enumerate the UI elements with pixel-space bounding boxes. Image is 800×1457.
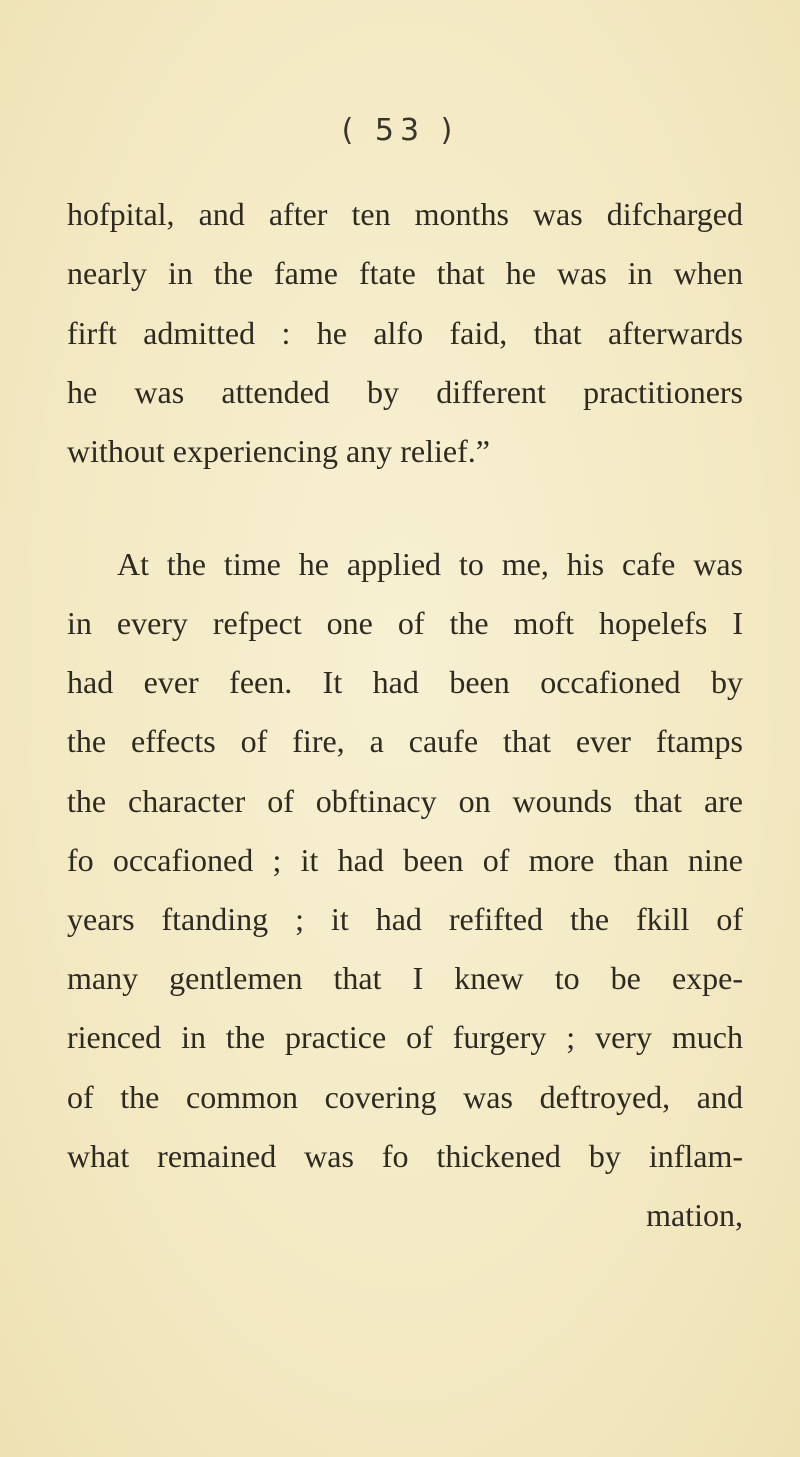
text-line: had ever feen. It had been occafioned by [67, 664, 743, 700]
catchword: mation, [646, 1197, 743, 1233]
text-line: what remained was fo thickened by inflam- [67, 1138, 743, 1174]
text-line: the character of obftinacy on wounds that are [67, 783, 743, 819]
text-line: At the time he applied to me, his cafe was [117, 546, 743, 582]
text-line: years ftanding ; it had refifted the fkill of [67, 901, 743, 937]
text-line: rienced in the practice of furgery ; very much [67, 1019, 743, 1055]
text-line: hofpital, and after ten months was difcharged [67, 196, 743, 232]
text-line: in every refpect one of the moft hopelefs I [67, 605, 743, 641]
page-number-header: ( 53 ) [341, 113, 459, 148]
text-line: many gentlemen that I knew to be expe- [67, 960, 743, 996]
text-line: nearly in the fame ftate that he was in when [67, 255, 743, 291]
text-line: of the common covering was deftroyed, and [67, 1079, 743, 1115]
text-line: he was attended by different practitioners [67, 374, 743, 410]
text-line: fo occafioned ; it had been of more than nine [67, 842, 743, 878]
text-line: the effects of fire, a caufe that ever ftamps [67, 723, 743, 759]
text-line: without experiencing any relief.” [67, 433, 490, 469]
text-line: firft admitted : he alfo faid, that afterwards [67, 315, 743, 351]
